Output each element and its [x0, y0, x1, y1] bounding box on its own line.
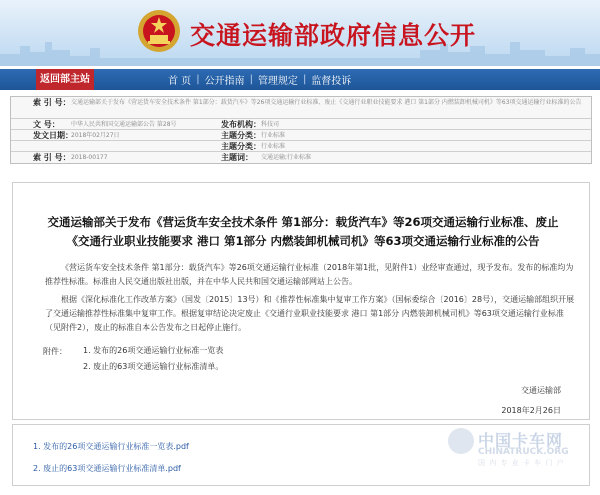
topic-label: 主题词：: [221, 153, 253, 162]
agency-label: 发布机构：: [221, 120, 261, 129]
nav-separator: |: [302, 74, 307, 85]
nav-item-rules[interactable]: 管理规定: [257, 76, 298, 87]
nav-separator: |: [196, 74, 200, 85]
back-home-button[interactable]: 返回部主站: [36, 69, 94, 90]
site-title: 交通运输部政府信息公开: [190, 21, 477, 50]
meta-row-date: [11, 130, 591, 141]
index-label: 索 引 号：: [33, 98, 71, 107]
subcat-value: 行业标准: [261, 143, 286, 150]
topic-value: 交通运输;行业标准: [261, 154, 312, 161]
category-label: 主题分类：: [221, 131, 261, 140]
attachment-link-1[interactable]: 1. 发布的26项交通运输行业标准一览表.pdf: [33, 442, 189, 451]
header-banner: [0, 0, 600, 66]
nav-item-guide[interactable]: 公开指南: [204, 76, 245, 87]
subcat-label: 主题分类：: [221, 142, 261, 151]
document-body: [12, 182, 590, 420]
attach-label: 附件：: [43, 347, 67, 356]
nav-menu: [168, 69, 351, 90]
docno-label: 文 号：: [33, 120, 60, 129]
date-label: 发文日期：: [33, 131, 73, 140]
watermark-sub: 国 内 专 业 卡 车 门 户: [478, 459, 565, 467]
watermark-cn: 中国卡车网: [478, 431, 564, 450]
meta-row-title: [11, 97, 591, 119]
paragraph-1: 《营运货车安全技术条件 第1部分：载货汽车》等26项交通运输行业标准（2018年第1批，见附件1）业经审查通过，现予发布。发布的标准均为推荐性标准。标准由人民交通出版社出版，并在中华人民共和国交通运输部网站上公告。: [45, 263, 574, 286]
metadata-table: [10, 96, 592, 164]
seq-value: 2018-00177: [71, 154, 108, 161]
attachment-1: 1. 发布的26项交通运输行业标准一览表: [83, 346, 224, 355]
watermark: [448, 424, 598, 470]
title-line-2: 《交通行业职业技能要求 港口 第1部分 内燃装卸机械司机》等63项交通运输行业标准的公告: [66, 234, 540, 248]
paragraph-2: 根据《深化标准化工作改革方案》（国发〔2015〕13号）和《推荐性标准集中复审工作方案》（国标委综合〔2016〕28号），交通运输部组织开展了交通运输推荐性标准集中复审工作。根据复审结论决定废止《交通行业职业技能要求 港口 第1部分 内燃装卸机械司机》等63项交通运输行业标准（见附件2），废止的标准自本公告发布之日起停止施行。: [45, 295, 575, 332]
category-value: 行业标准: [261, 132, 286, 139]
index-value: 交通运输部关于发布《营运货车安全技术条件 第1部分：载货汽车》等26项交通运输行业标准、废止《交通行业职业技能要求 港口 第1部分 内燃装卸机械司机》等63项交通运输行业标准的公告: [71, 99, 582, 106]
watermark-logo-icon: [448, 428, 474, 454]
seq-label: 索 引 号：: [33, 153, 71, 162]
nav-separator: |: [249, 74, 253, 85]
meta-row-seq: [11, 152, 591, 163]
national-emblem-icon: [137, 8, 181, 54]
title-line-1: 交通运输部关于发布《营运货车安全技术条件 第1部分：载货汽车》等26项交通运输行业标准、废止: [47, 215, 559, 229]
docno-value: 中华人民共和国交通运输部公告 第28号: [71, 121, 177, 128]
nav-item-complaints[interactable]: 监督投诉: [311, 76, 352, 87]
date-value: 2018年02月27日: [71, 132, 120, 139]
watermark-en: CHINATRUCK.ORG: [478, 447, 569, 457]
attachment-2: 2. 废止的63项交通运输行业标准清单。: [83, 362, 224, 371]
agency-value: 科技司: [261, 121, 280, 128]
meta-row-docno: [11, 119, 591, 130]
signature-org: 交通运输部: [521, 386, 561, 395]
nav-item-home[interactable]: 首 页: [168, 76, 192, 87]
meta-row-subcat: [11, 141, 591, 152]
attachment-link-2[interactable]: 2. 废止的63项交通运输行业标准清单.pdf: [33, 464, 181, 473]
document-title: [33, 213, 573, 251]
signature-date: 2018年2月26日: [501, 406, 561, 415]
